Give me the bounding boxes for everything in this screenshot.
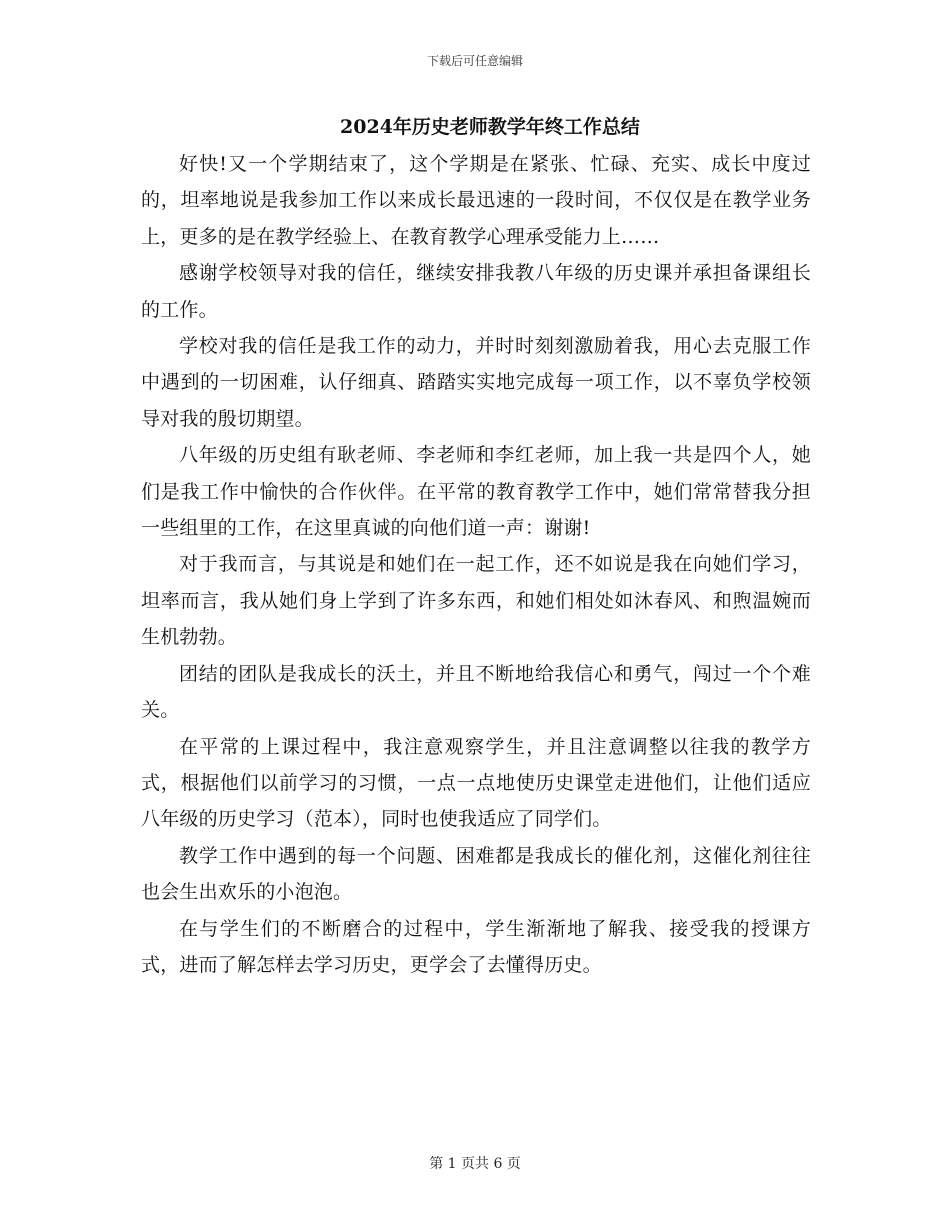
paragraph: 团结的团队是我成长的沃土，并且不断地给我信心和勇气，闯过一个个难关。 [141, 662, 811, 722]
page-number: 第 1 页共 6 页 [429, 1156, 521, 1172]
paragraph: 学校对我的信任是我工作的动力，并时时刻刻激励着我，用心去克服工作中遇到的一切困难，认仔细真、踏踏实实地完成每一项工作，以不辜负学校领导对我的殷切期望。 [141, 335, 811, 430]
paragraph: 在平常的上课过程中，我注意观察学生，并且注意调整以往我的教学方式，根据他们以前学习的习惯，一点一点地使历史课堂走进他们，让他们适应八年级的历史学习（范本），同时也使我适应了同学们。 [141, 735, 811, 831]
page-header-note: 下载后可任意编辑 [426, 54, 523, 68]
paragraph: 好快!又一个学期结束了，这个学期是在紧张、忙碌、充实、成长中度过的，坦率地说是我参加工作以来成长最迅速的一段时间，不仅仅是在教学业务上，更多的是在教学经验上、在教育教学心理承受能力上…… [141, 153, 811, 248]
paragraph: 对于我而言，与其说是和她们在一起工作，还不如说是我在向她们学习，坦率而言，我从她们身上学到了许多东西，和她们相处如沐春风、和煦温婉而生机勃勃。 [141, 553, 811, 649]
document-title: 2024年历史老师教学年终工作总结 [340, 116, 640, 138]
document-body [141, 146, 811, 983]
paragraph: 感谢学校领导对我的信任，继续安排我教八年级的历史课并承担备课组长的工作。 [141, 262, 811, 321]
paragraph: 八年级的历史组有耿老师、李老师和李红老师，加上我一共是四个人，她们是我工作中愉快的合作伙伴。在平常的教育教学工作中，她们常常替我分担一些组里的工作，在这里真诚的向他们道一声：谢谢! [141, 444, 811, 540]
paragraph: 教学工作中遇到的每一个问题、困难都是我成长的催化剂，这催化剂往往也会生出欢乐的小泡泡。 [141, 844, 811, 904]
paragraph: 在与学生们的不断磨合的过程中，学生渐渐地了解我、接受我的授课方式，进而了解怎样去学习历史，更学会了去懂得历史。 [141, 917, 811, 976]
